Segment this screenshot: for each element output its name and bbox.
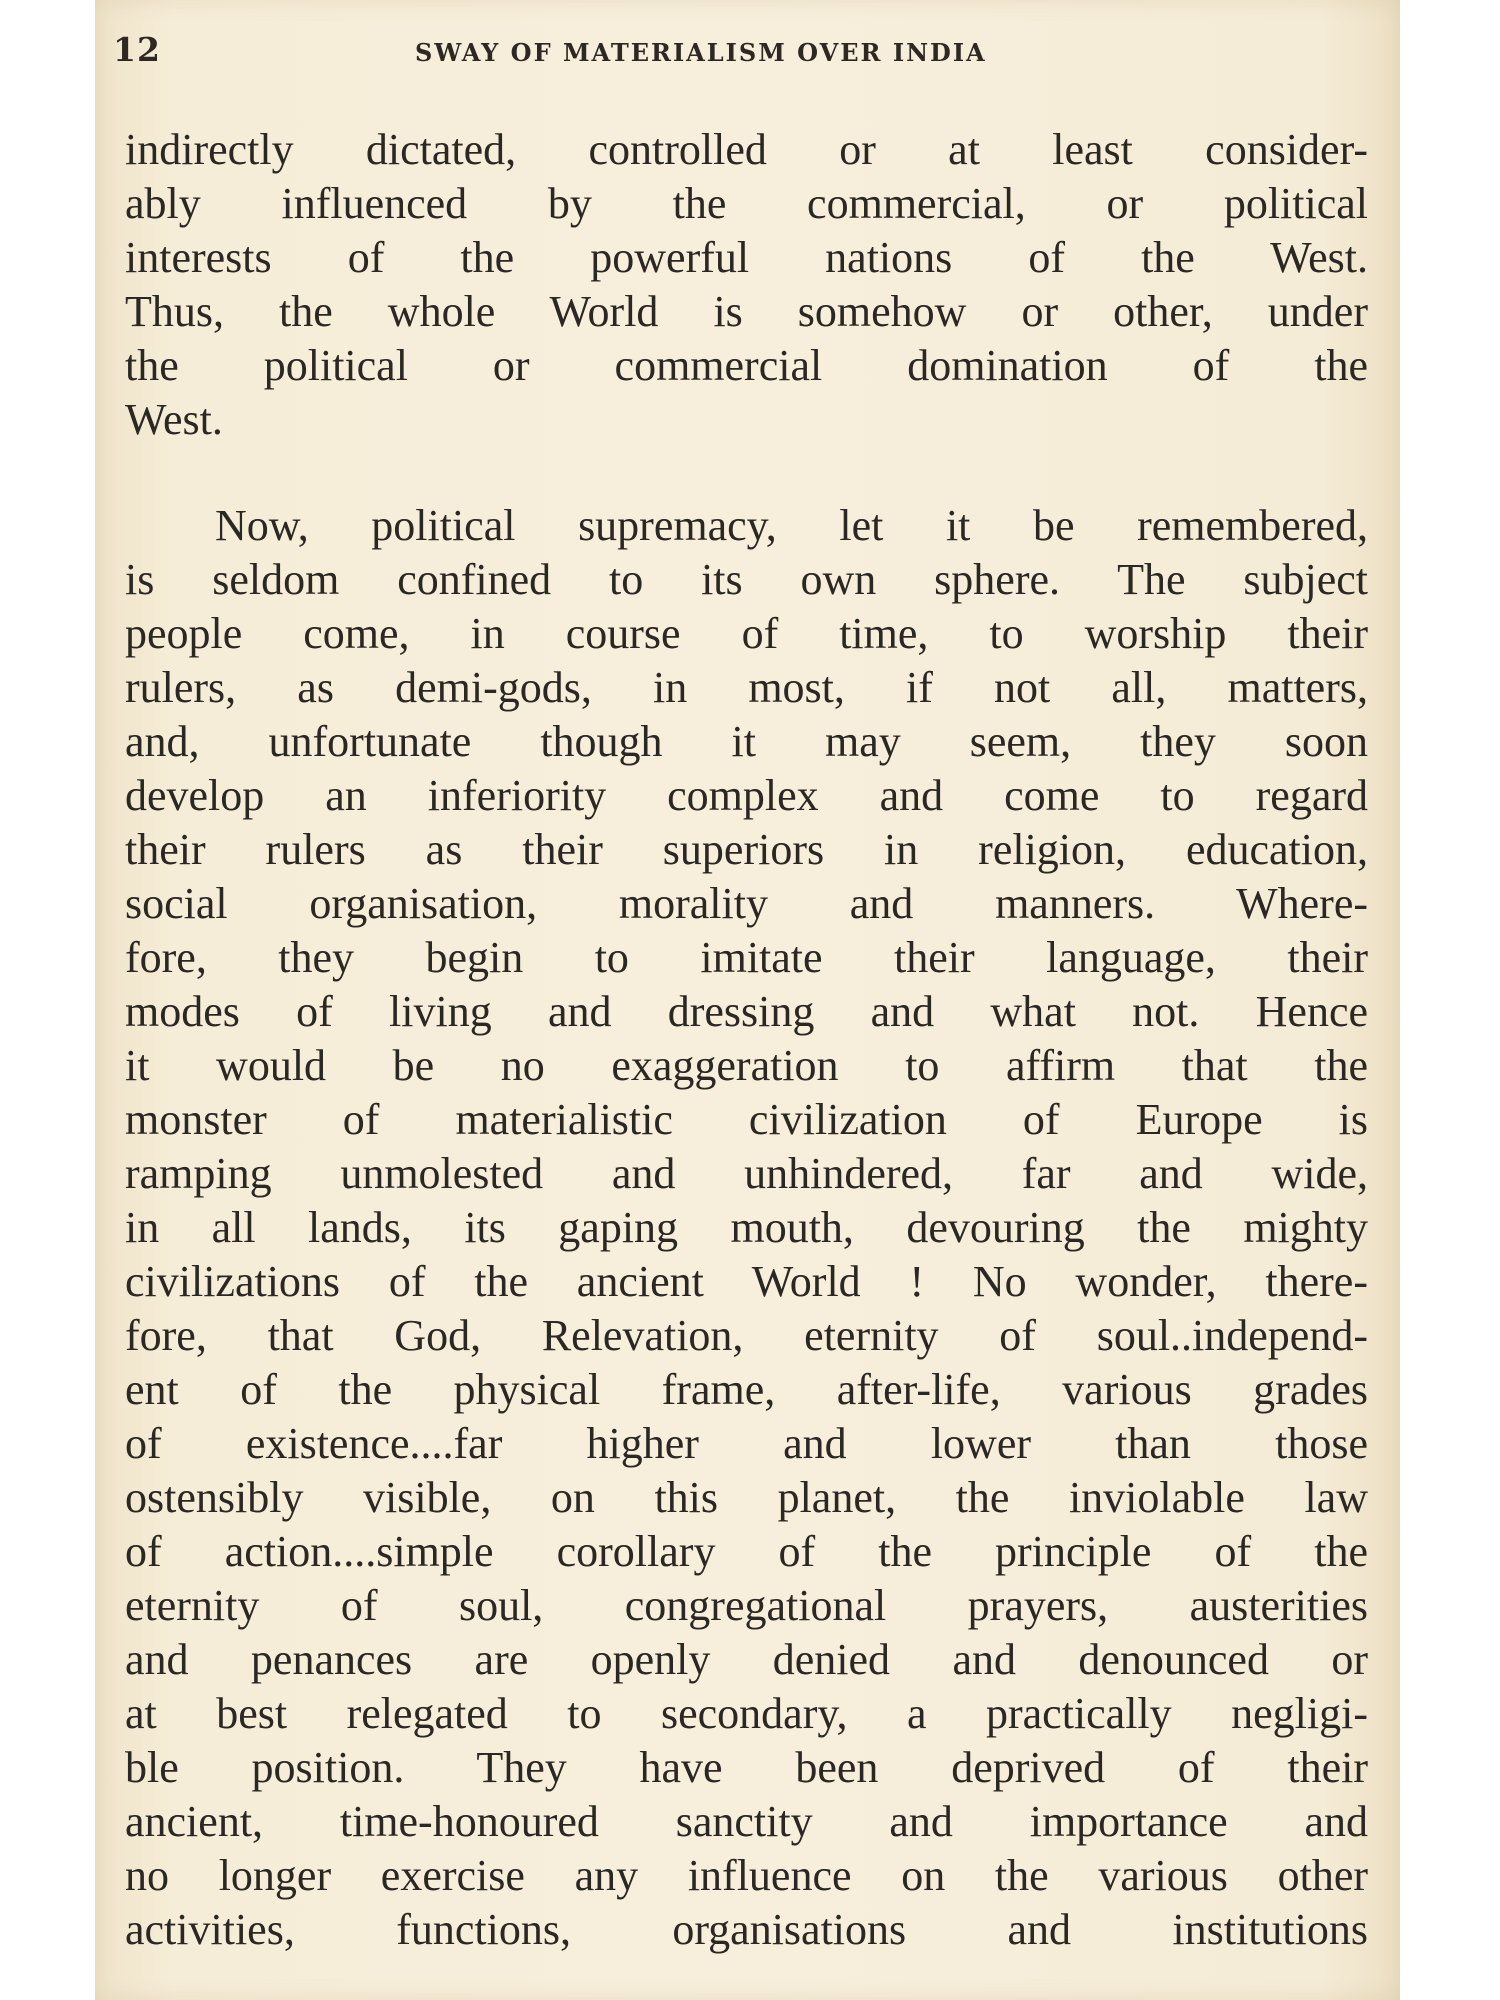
- body-text: [125, 123, 1368, 1957]
- text-line: ramping unmolested and unhindered, far and wide,: [125, 1149, 1368, 1198]
- text-line: indirectly dictated, controlled or at least consider-: [125, 125, 1368, 174]
- text-line: rulers, as demi-gods, in most, if not all, matters,: [125, 663, 1368, 712]
- text-line: West.: [125, 395, 223, 444]
- text-line: Now, political supremacy, let it be remembered,: [215, 501, 1368, 550]
- text-line: ably influenced by the commercial, or political: [125, 179, 1368, 228]
- text-line: in all lands, its gaping mouth, devouring the mighty: [125, 1203, 1368, 1252]
- text-line: it would be no exaggeration to affirm that the: [125, 1041, 1368, 1090]
- text-line: ent of the physical frame, after-life, various grades: [125, 1365, 1368, 1414]
- text-line: of action....simple corollary of the principle of the: [125, 1527, 1368, 1576]
- text-line: people come, in course of time, to worship their: [125, 609, 1368, 658]
- paragraph-2: [125, 499, 1368, 1957]
- text-line: fore, they begin to imitate their language, their: [125, 933, 1368, 982]
- text-line: eternity of soul, congregational prayers, austerities: [125, 1581, 1368, 1630]
- book-page: [95, 0, 1400, 2000]
- text-line: civilizations of the ancient World ! No wonder, there-: [125, 1257, 1368, 1306]
- running-title: SWAY OF MATERIALISM OVER INDIA: [415, 38, 987, 67]
- text-line: fore, that God, Relevation, eternity of soul..independ-: [125, 1311, 1368, 1360]
- text-line: activities, functions, organisations and institutions: [125, 1905, 1368, 1954]
- paragraph-1: [125, 123, 1368, 447]
- text-line: modes of living and dressing and what not. Hence: [125, 987, 1368, 1036]
- text-line: at best relegated to secondary, a practically negligi-: [125, 1689, 1368, 1738]
- text-line: is seldom confined to its own sphere. The subject: [125, 555, 1368, 604]
- page-number: 12: [113, 30, 161, 69]
- page-header: [95, 30, 1400, 80]
- text-line: ostensibly visible, on this planet, the inviolable law: [125, 1473, 1368, 1522]
- text-line: and penances are openly denied and denounced or: [125, 1635, 1368, 1684]
- text-line: social organisation, morality and manners. Where-: [125, 879, 1368, 928]
- text-line: interests of the powerful nations of the West.: [125, 233, 1368, 282]
- text-line: their rulers as their superiors in religion, education,: [125, 825, 1368, 874]
- text-line: and, unfortunate though it may seem, they soon: [125, 717, 1368, 766]
- text-line: Thus, the whole World is somehow or other, under: [125, 287, 1368, 336]
- text-line: the political or commercial domination of the: [125, 341, 1368, 390]
- text-line: develop an inferiority complex and come to regard: [125, 771, 1368, 820]
- text-line: no longer exercise any influence on the various other: [125, 1851, 1368, 1900]
- text-line: ble position. They have been deprived of their: [125, 1743, 1368, 1792]
- text-line: monster of materialistic civilization of Europe is: [125, 1095, 1368, 1144]
- text-line: of existence....far higher and lower than those: [125, 1419, 1368, 1468]
- text-line: ancient, time-honoured sanctity and importance and: [125, 1797, 1368, 1846]
